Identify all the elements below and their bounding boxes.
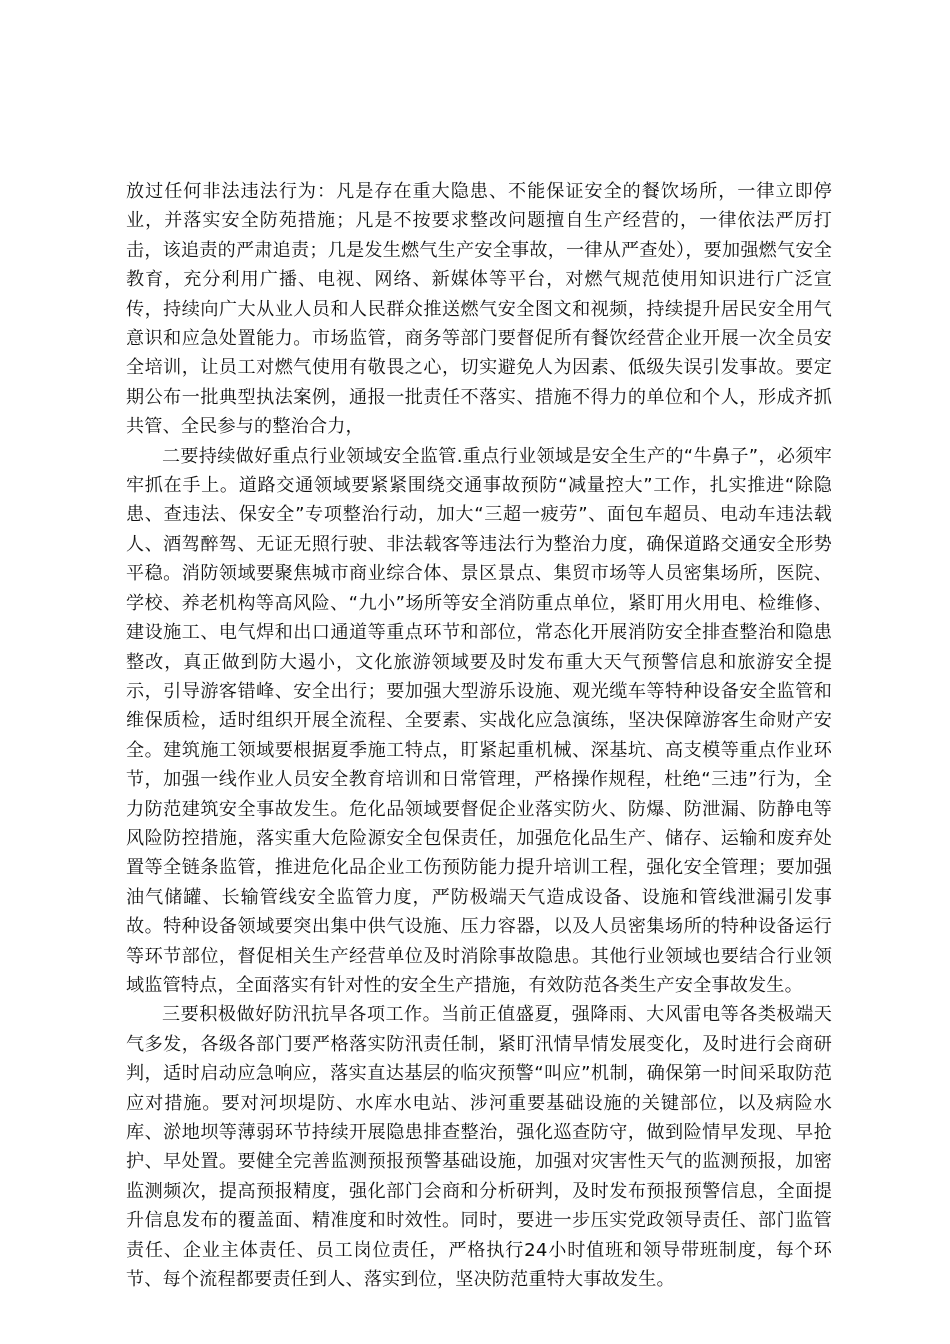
paragraph-key-industries: 二要持续做好重点行业领域安全监管.重点行业领域是安全生产的“牛鼻子”，必须牢牢抓在手上。道路交通领域要紧紧围绕交通事故预防“减量控大”工作，扎实推进“除隐患、查违法、保安全”专项整治行动，加大“三超一疲劳”、面包车超员、电动车违法载人、酒驾醉驾、无证无照行驶、非法载客等违法行为整治力度，确保道路交通安全形势平稳。消防领域要聚焦城市商业综合体、景区景点、集贸市场等人员密集场所，医院、学校、养老机构等高风险、“九小”场所等安全消防重点单位，紧盯用火用电、检维修、建设施工、电气焊和出口通道等重点环节和部位，常态化开展消防安全排查整治和隐患整改，真正做到防大遏小，文化旅游领域要及时发布重大天气预警信息和旅游安全提示，引导游客错峰、安全出行；要加强大型游乐设施、观光缆车等特种设备安全监管和维保质检，适时组织开展全流程、全要素、实战化应急演练，坚决保障游客生命财产安全。建筑施工领域要根据夏季施工特点，盯紧起重机械、深基坑、高支模等重点作业环节，加强一线作业人员安全教育培训和日常管理，严格操作规程，杜绝“三违”行为，全力防范建筑安全事故发生。危化品领域要督促企业落实防火、防爆、防泄漏、防静电等风险防控措施，落实重大危险源安全包保责任，加强危化品生产、储存、运输和废弃处置等全链条监管，推进危化品企业工伤预防能力提升培训工程，强化安全管理；要加强油气储罐、长输管线安全监管力度，严防极端天气造成设备、设施和管线泄漏引发事故。特种设备领域要突出集中供气设施、压力容器，以及人员密集场所的特种设备运行等环节部位，督促相关生产经营单位及时消除事故隐患。其他行业领域也要结合行业领域监管特点，全面落实有针对性的安全生产措施，有效防范各类生产安全事故发生。 <box>126 445 832 996</box>
paragraph-gas-safety: 放过任何非法违法行为：凡是存在重大隐患、不能保证安全的餐饮场所，一律立即停业，并落实安全防苑措施；凡是不按要求整改问题擅自生产经营的，一律依法严厉打击，该追责的严肃追责；几是发生燃气生产安全事故，一律从严查处），要加强燃气安全教育，充分利用广播、电视、网络、新媒体等平台，对燃气规范使用知识进行广泛宣传，持续向广大从业人员和人民群众推送燃气安全图文和视频，持续提升居民安全用气意识和应急处置能力。市场监管，商务等部门要督促所有餐饮经营企业开展一次全员安全培训，让员工对燃气使用有敬畏之心，切实避免人为因素、低级失误引发事故。要定期公布一批典型执法案例，通报一批责任不落实、措施不得力的单位和个人，形成齐抓共管、全民参与的整治合力， <box>126 181 832 438</box>
document-body <box>126 177 832 1294</box>
paragraph-flood-drought: 三要积极做好防汛抗旱各项工作。当前正值盛夏，强降雨、大风雷电等各类极端天气多发，各级各部门要严格落实防汛责任制，紧盯汛情旱情发展变化，及时进行会商研判，适时启动应急响应，落实直达基层的临灾预警“叫应”机制，确保第一时间采取防范应对措施。要对河坝堤防、水库水电站、涉河重要基础设施的关键部位，以及病险水库、淤地坝等薄弱环节持续开展隐患排查整治，强化巡查防守，做到险情早发现、早抢护、早处置。要健全完善监测预报预警基础设施，加强对灾害性天气的监测预报，加密监测频次，提高预报精度，强化部门会商和分析研判，及时发布预报预警信息，全面提升信息发布的覆盖面、精准度和时效性。同时，要进一步压实党政领导责任、部门监管责任、企业主体责任、员工岗位责任，严格执行24小时值班和领导带班制度，每个环节、每个流程都要责任到人、落实到位，坚决防范重特大事故发生。 <box>126 1004 832 1291</box>
